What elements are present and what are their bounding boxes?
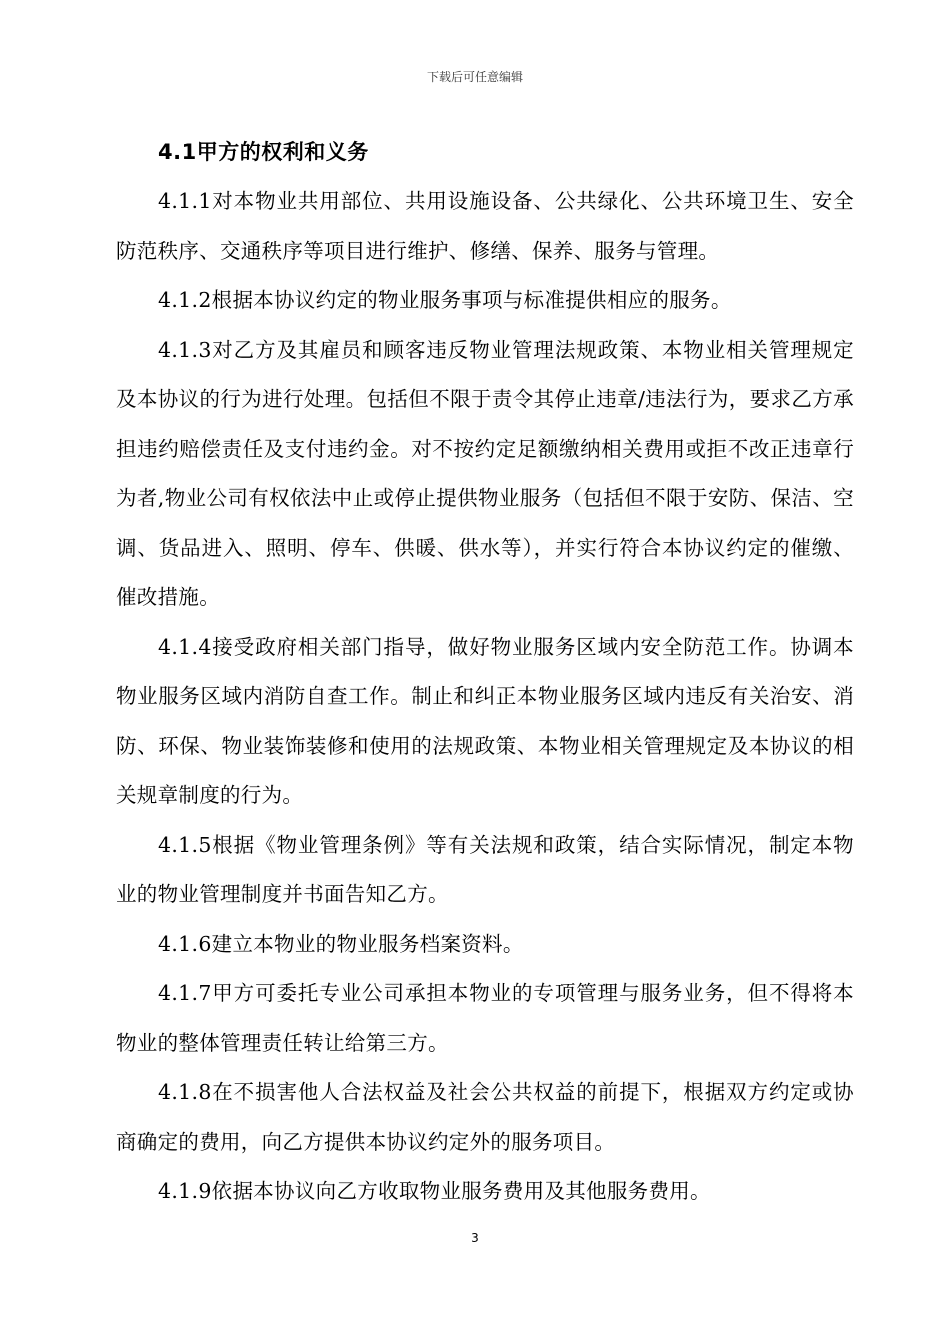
- paragraph-4-1-2: 4.1.2根据本协议约定的物业服务事项与标准提供相应的服务。: [158, 288, 732, 312]
- document-body: [116, 128, 854, 1217]
- paragraph-4-1-7: 4.1.7甲方可委托专业公司承担本物业的专项管理与服务业务，但不得将本物业的整体管理责任转让给第三方。: [116, 981, 854, 1055]
- section-heading: 4.1甲方的权利和义务: [158, 140, 369, 164]
- paragraph-4-1-1: 4.1.1对本物业共用部位、共用设施设备、公共绿化、公共环境卫生、安全防范秩序、交通秩序等项目进行维护、修缮、保养、服务与管理。: [116, 189, 854, 263]
- paragraph-4-1-6: 4.1.6建立本物业的物业服务档案资料。: [158, 931, 524, 956]
- paragraph-4-1-3: 4.1.3对乙方及其雇员和顾客违反物业管理法规政策、本物业相关管理规定及本协议的行为进行处理。包括但不限于责令其停止违章/违法行为，要求乙方承担违约赔偿责任及支付违约金。对不按约定足额缴纳相关费用或拒不改正违章行为者,物业公司有权依法中止或停止提供物业服务（包括但不限于安防、保洁、空调、货品进入、照明、停车、供暖、供水等），并实行符合本协议约定的催缴、催改措施。: [116, 337, 854, 609]
- page-number: 3: [471, 1231, 479, 1245]
- paragraph-4-1-8: 4.1.8在不损害他人合法权益及社会公共权益的前提下，根据双方约定或协商确定的费用，向乙方提供本协议约定外的服务项目。: [116, 1080, 854, 1154]
- paragraph-4-1-4: 4.1.4接受政府相关部门指导，做好物业服务区域内安全防范工作。协调本物业服务区域内消防自查工作。制止和纠正本物业服务区域内违反有关治安、消防、环保、物业装饰装修和使用的法规政策、本物业相关管理规定及本协议的相关规章制度的行为。: [116, 634, 854, 807]
- paragraph-4-1-5: 4.1.5根据《物业管理条例》等有关法规和政策，结合实际情况，制定本物业的物业管理制度并书面告知乙方。: [116, 832, 854, 906]
- paragraph-4-1-9: 4.1.9依据本协议向乙方收取物业服务费用及其他服务费用。: [158, 1179, 711, 1203]
- page-header-note: 下载后可任意编辑: [426, 70, 523, 84]
